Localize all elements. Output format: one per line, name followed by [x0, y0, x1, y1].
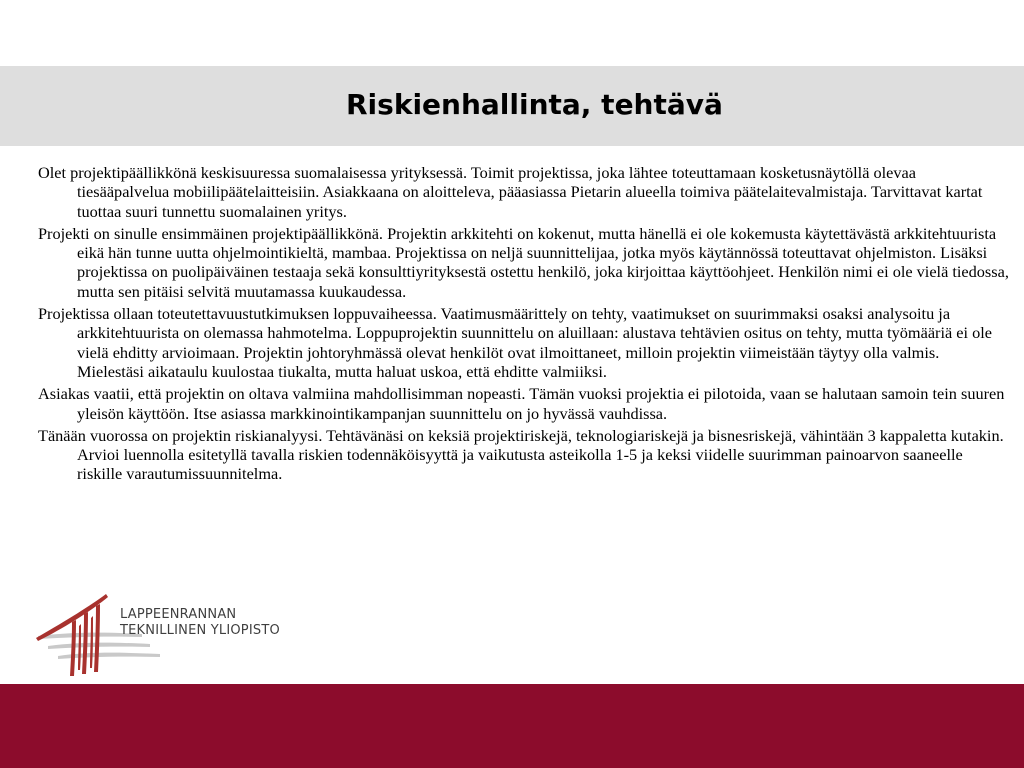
- university-logo: [34, 592, 334, 680]
- logo-line-1: LAPPEENRANNAN: [120, 607, 237, 622]
- university-logo-text: [120, 607, 280, 639]
- paragraph-status: Projektissa ollaan toteutettavuustutkimuksen loppuvaiheessa. Vaatimusmäärittely on tehty, vaatimukset on suurimmaksi osaksi analysoitu ja arkkitehtuurista on olemassa hahmotelma. Loppuprojektin suunnittelu on aluillaan: alustava tehtävien ositus on tehty, mutta työmääriä ei ole vielä ehditty arvioimaan. Projektin johtoryhmässä olevat henkilöt ovat ilmoittaneet, milloin projektin viimeistään täytyy olla valmis. Mielestäsi aikataulu kuulostaa tiukalta, mutta haluat uskoa, että ehditte valmiiksi.: [38, 304, 992, 381]
- paragraph-team: Projekti on sinulle ensimmäinen projektipäällikkönä. Projektin arkkitehti on kokenut, mutta hänellä ei ole kokemusta käytettävästä arkkitehtuurista eikä hän tunne uutta ohjelmointikieltä, mambaa. Projektissa on neljä suunnittelijaa, jotka myös käytännössä toteuttavat ohjelmiston. Lisäksi projektissa on puolipäiväinen testaaja sekä konsulttiyrityksestä ostettu henkilö, joka kirjoittaa käyttöohjeet. Henkilön nimi ei ole vielä tiedossa, mutta sen pitäisi selvitä muutamassa kuukaudessa.: [38, 223, 1009, 301]
- slide-title: Riskienhallinta, tehtävä: [346, 88, 723, 121]
- slide-body: [38, 163, 1010, 487]
- paragraph-scenario: Olet projektipäällikkönä keskisuuressa suomalaisessa yrityksessä. Toimit projektissa, joka lähtee toteuttamaan kosketusnäytöllä olevaa tiesääpalvelua mobiilipäätelaitteisiin. Asiakkaana on aloitteleva, pääasiassa Pietarin alueella toimiva päätelaitevalmistaja. Tarvittavat kartat tuottaa suuri tunnettu suomalainen yritys.: [38, 163, 983, 221]
- logo-line-2: TEKNILLINEN YLIOPISTO: [120, 623, 280, 638]
- footer-band: [0, 684, 1024, 768]
- paragraph-task: Tänään vuorossa on projektin riskianalyysi. Tehtävänäsi on keksiä projektiriskejä, teknologiariskejä ja bisnesriskejä, vähintään 3 kappaletta kutakin. Arvioi luennolla esitetyllä tavalla riskien todennäköisyyttä ja vaikutusta asteikolla 1-5 ja keksi viidelle suurimman painoarvon saaneelle riskille varautumissuunnitelma.: [38, 425, 1004, 484]
- paragraph-customer: Asiakas vaatii, että projektin on oltava valmiina mahdollisimman nopeasti. Tämän vuoksi projektia ei pilotoida, vaan se halutaan samoin tein suuren yleisön käyttöön. Itse asiassa markkinointikampanjan suunnittelu on jo hyvässä vauhdissa.: [38, 384, 1005, 423]
